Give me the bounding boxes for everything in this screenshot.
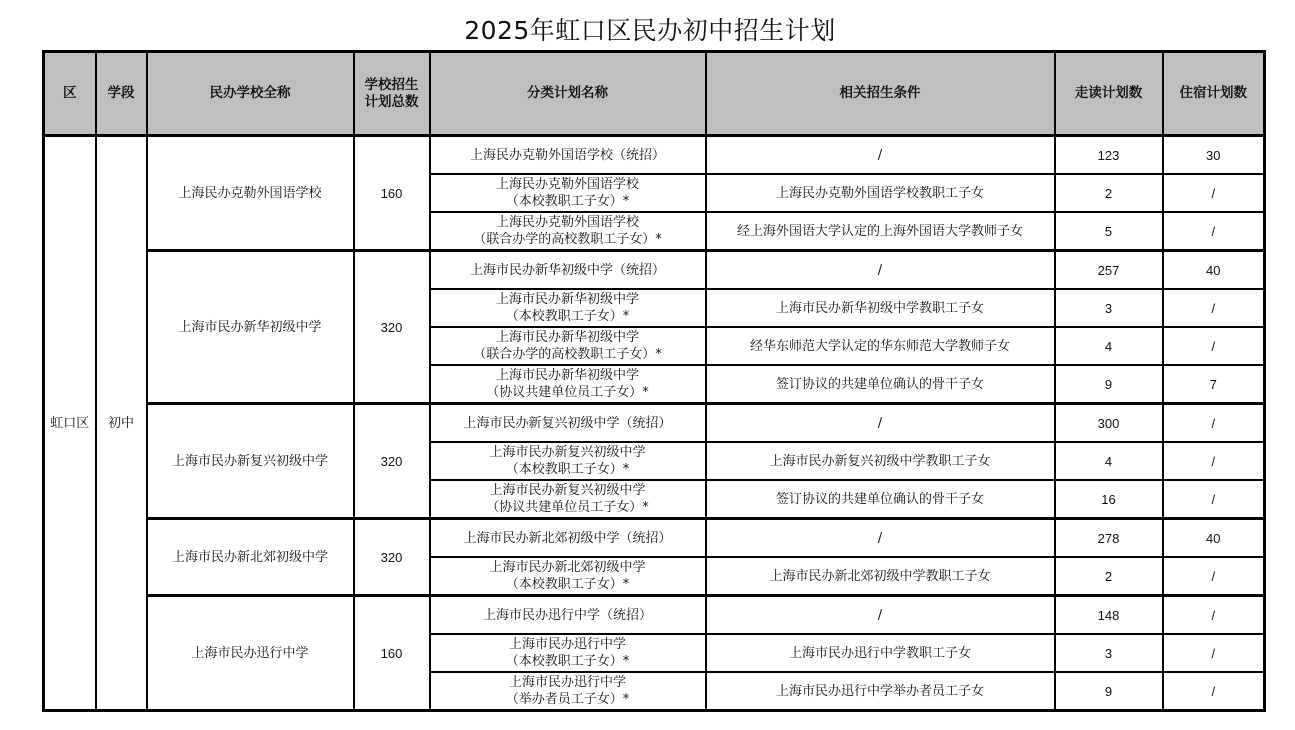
table-row — [44, 404, 1265, 443]
header-plan-name: 分类计划名称 — [430, 52, 706, 136]
boarding-count-cell: / — [1163, 634, 1265, 672]
boarding-count-cell: / — [1163, 289, 1265, 327]
plan-name-line2: （协议共建单位员工子女）* — [486, 500, 649, 515]
day-count-cell: 148 — [1055, 596, 1163, 635]
plan-name-cell — [430, 174, 706, 212]
header-total-line1: 学校招生 — [364, 76, 419, 93]
school-total-cell: 160 — [354, 136, 430, 251]
plan-name-cell — [430, 557, 706, 596]
day-count-cell: 257 — [1055, 251, 1163, 290]
boarding-count-cell: / — [1163, 212, 1265, 251]
plan-name-cell — [430, 251, 706, 290]
day-count-cell: 3 — [1055, 634, 1163, 672]
condition-cell: 经华东师范大学认定的华东师范大学教师子女 — [706, 327, 1055, 365]
plan-name-line1: 上海市民办新华初级中学 — [495, 330, 639, 345]
day-count-cell: 300 — [1055, 404, 1163, 443]
plan-name-line1: 上海民办克勒外国语学校（统招） — [469, 147, 665, 163]
header-day-count: 走读计划数 — [1055, 52, 1163, 136]
plan-name-line2: （协议共建单位员工子女）* — [486, 385, 649, 400]
condition-cell: / — [706, 404, 1055, 443]
plan-name-line1: 上海市民办新华初级中学 — [495, 292, 639, 307]
school-name-cell: 上海民办克勒外国语学校 — [147, 136, 354, 251]
plan-name-line1: 上海民办克勒外国语学校 — [495, 215, 639, 230]
condition-cell: 上海市民办新华初级中学教职工子女 — [706, 289, 1055, 327]
plan-name-cell — [430, 519, 706, 558]
plan-name-cell — [430, 442, 706, 480]
header-school-name: 民办学校全称 — [147, 52, 354, 136]
condition-cell: 上海市民办新北郊初级中学教职工子女 — [706, 557, 1055, 596]
stage-cell: 初中 — [96, 136, 147, 711]
plan-name-cell — [430, 672, 706, 711]
plan-name-cell — [430, 289, 706, 327]
day-count-cell: 9 — [1055, 672, 1163, 711]
plan-name-cell — [430, 327, 706, 365]
school-total-cell: 160 — [354, 596, 430, 711]
plan-name-line1: 上海市民办迅行中学 — [508, 675, 626, 690]
boarding-count-cell: / — [1163, 596, 1265, 635]
condition-cell: / — [706, 596, 1055, 635]
table-row — [44, 251, 1265, 290]
plan-name-line2: （本校教职工子女）* — [505, 194, 630, 209]
boarding-count-cell: 40 — [1163, 519, 1265, 558]
plan-name-line1: 上海市民办新复兴初级中学（统招） — [463, 415, 672, 431]
plan-name-cell — [430, 596, 706, 635]
plan-name-line1: 上海市民办新华初级中学 — [495, 368, 639, 383]
table-row — [44, 136, 1265, 175]
day-count-cell: 4 — [1055, 327, 1163, 365]
plan-name-line2: （本校教职工子女）* — [505, 577, 630, 592]
boarding-count-cell: / — [1163, 327, 1265, 365]
condition-cell: / — [706, 251, 1055, 290]
district-cell: 虹口区 — [44, 136, 96, 711]
plan-name-line1: 上海市民办新北郊初级中学 — [489, 560, 646, 575]
day-count-cell: 16 — [1055, 480, 1163, 519]
day-count-cell: 4 — [1055, 442, 1163, 480]
plan-name-line2: （联合办学的高校教职工子女）* — [473, 232, 662, 247]
plan-name-line2: （本校教职工子女）* — [505, 309, 630, 324]
condition-cell: 签订协议的共建单位确认的骨干子女 — [706, 480, 1055, 519]
school-name-cell: 上海市民办新北郊初级中学 — [147, 519, 354, 596]
condition-cell: 上海民办克勒外国语学校教职工子女 — [706, 174, 1055, 212]
day-count-cell: 9 — [1055, 365, 1163, 404]
school-name-cell: 上海市民办新华初级中学 — [147, 251, 354, 404]
table-row — [44, 519, 1265, 558]
header-total — [354, 52, 430, 136]
plan-name-line1: 上海市民办新北郊初级中学（统招） — [463, 530, 672, 546]
boarding-count-cell: / — [1163, 557, 1265, 596]
plan-name-line1: 上海市民办迅行中学 — [508, 637, 626, 652]
boarding-count-cell: / — [1163, 480, 1265, 519]
school-total-cell: 320 — [354, 404, 430, 519]
plan-name-line1: 上海民办克勒外国语学校 — [495, 177, 639, 192]
enrollment-plan-table — [42, 50, 1266, 712]
school-total-cell: 320 — [354, 519, 430, 596]
plan-name-line2: （举办者员工子女）* — [505, 692, 630, 707]
day-count-cell: 2 — [1055, 557, 1163, 596]
plan-name-line2: （本校教职工子女）* — [505, 654, 630, 669]
plan-name-cell — [430, 634, 706, 672]
condition-cell: / — [706, 136, 1055, 175]
day-count-cell: 2 — [1055, 174, 1163, 212]
plan-name-line2: （联合办学的高校教职工子女）* — [473, 347, 662, 362]
condition-cell: 经上海外国语大学认定的上海外国语大学教师子女 — [706, 212, 1055, 251]
plan-name-cell — [430, 480, 706, 519]
table-row — [44, 596, 1265, 635]
header-total-line2: 计划总数 — [364, 93, 419, 110]
boarding-count-cell: / — [1163, 404, 1265, 443]
boarding-count-cell: / — [1163, 672, 1265, 711]
plan-name-line1: 上海市民办新复兴初级中学 — [489, 483, 646, 498]
page-title: 2025年虹口区民办初中招生计划 — [464, 16, 836, 45]
plan-name-line2: （本校教职工子女）* — [505, 462, 630, 477]
day-count-cell: 278 — [1055, 519, 1163, 558]
boarding-count-cell: 30 — [1163, 136, 1265, 175]
day-count-cell: 3 — [1055, 289, 1163, 327]
plan-name-line1: 上海市民办迅行中学（统招） — [482, 607, 652, 623]
condition-cell: 上海市民办迅行中学教职工子女 — [706, 634, 1055, 672]
plan-name-line1: 上海市民办新复兴初级中学 — [489, 445, 646, 460]
plan-name-cell — [430, 365, 706, 404]
header-stage: 学段 — [96, 52, 147, 136]
header-conditions: 相关招生条件 — [706, 52, 1055, 136]
school-name-cell: 上海市民办新复兴初级中学 — [147, 404, 354, 519]
plan-name-cell — [430, 136, 706, 175]
condition-cell: 上海市民办新复兴初级中学教职工子女 — [706, 442, 1055, 480]
boarding-count-cell: 7 — [1163, 365, 1265, 404]
plan-name-line1: 上海市民办新华初级中学（统招） — [469, 262, 665, 278]
day-count-cell: 5 — [1055, 212, 1163, 251]
header-district: 区 — [44, 52, 96, 136]
school-name-cell: 上海市民办迅行中学 — [147, 596, 354, 711]
plan-name-cell — [430, 404, 706, 443]
boarding-count-cell: / — [1163, 174, 1265, 212]
header-row — [44, 52, 1265, 136]
condition-cell: 签订协议的共建单位确认的骨干子女 — [706, 365, 1055, 404]
boarding-count-cell: / — [1163, 442, 1265, 480]
header-boarding-count: 住宿计划数 — [1163, 52, 1265, 136]
condition-cell: / — [706, 519, 1055, 558]
table-body — [44, 136, 1265, 711]
plan-name-cell — [430, 212, 706, 251]
boarding-count-cell: 40 — [1163, 251, 1265, 290]
condition-cell: 上海市民办迅行中学举办者员工子女 — [706, 672, 1055, 711]
day-count-cell: 123 — [1055, 136, 1163, 175]
school-total-cell: 320 — [354, 251, 430, 404]
